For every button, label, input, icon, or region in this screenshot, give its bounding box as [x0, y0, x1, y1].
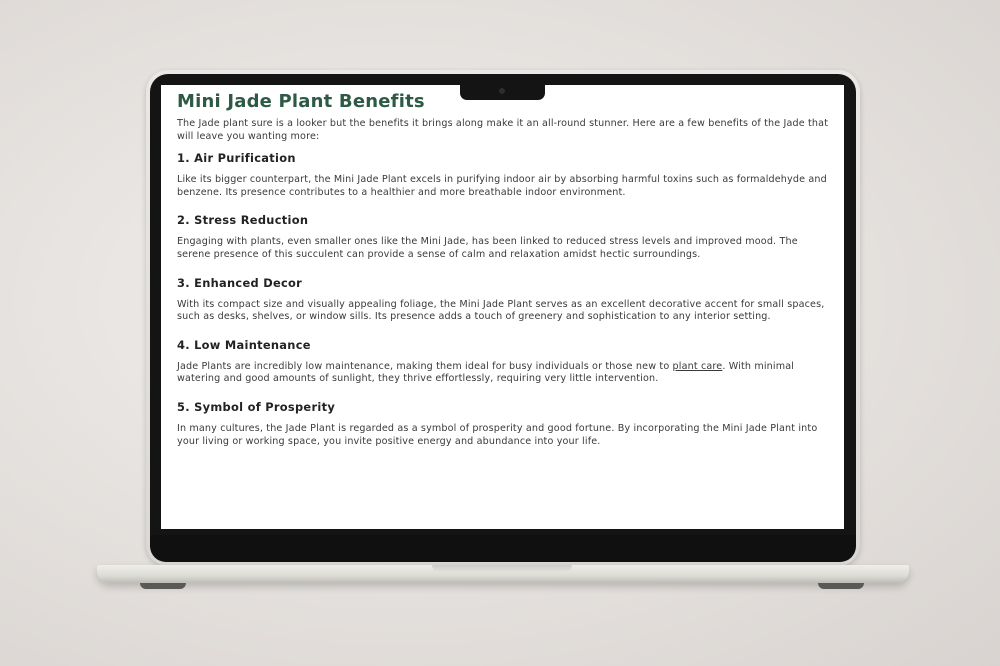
section-body: With its compact size and visually appealing foliage, the Mini Jade Plant serves as an excellent decorative accent for small spaces, such as desks, shelves, or window sills. Its presence adds a touch of greenery and sophistication to any interior setting. [177, 298, 825, 323]
section-body: Like its bigger counterpart, the Mini Jade Plant excels in purifying indoor air by absorbing harmful toxins such as formaldehyde and benzene. Its presence contributes to a healthier and more breathable indoor environment. [177, 174, 827, 198]
plant-care-link[interactable]: plant care [672, 360, 723, 372]
laptop-foot-left [140, 583, 186, 589]
section-heading: 2. Stress Reduction [177, 213, 309, 228]
laptop-chin [150, 535, 856, 562]
section-body: In many cultures, the Jade Plant is regarded as a symbol of prosperity and good fortune. By incorporating the Mini Jade Plant into your living or working space, you invite positive energy and abundance into your life. [177, 422, 818, 447]
section-low-maintenance [177, 338, 829, 386]
section-body-text: Jade Plants are incredibly low maintenance, making them ideal for busy individuals or those new to [177, 360, 673, 372]
section-heading: 1. Air Purification [177, 151, 296, 166]
section-enhanced-decor [177, 276, 829, 324]
article [177, 91, 829, 462]
camera-icon [499, 88, 505, 94]
page-title: Mini Jade Plant Benefits [177, 91, 425, 112]
section-body [177, 361, 829, 386]
section-body: Engaging with plants, even smaller ones like the Mini Jade, has been linked to reduced stress levels and improved mood. The serene presence of this succulent can provide a sense of calm and relaxation amidst hectic surroundings. [177, 236, 798, 260]
laptop-screen [161, 85, 844, 529]
section-symbol-of-prosperity [177, 400, 829, 448]
section-air-purification [177, 151, 829, 199]
section-heading: 5. Symbol of Prosperity [177, 399, 336, 414]
laptop-foot-right [818, 583, 864, 589]
laptop-opening-notch [432, 565, 572, 572]
section-heading: 3. Enhanced Decor [177, 275, 303, 290]
section-heading: 4. Low Maintenance [177, 337, 311, 352]
section-stress-reduction [177, 213, 829, 261]
intro-paragraph: The Jade plant sure is a looker but the benefits it brings along make it an all-round stunner. Here are a few benefits of the Jade that will leave you wanting more: [177, 118, 829, 142]
section-body-text: . With minimal watering and good amounts of sunlight, they thrive effortlessly, requiring very little intervention. [177, 360, 795, 385]
